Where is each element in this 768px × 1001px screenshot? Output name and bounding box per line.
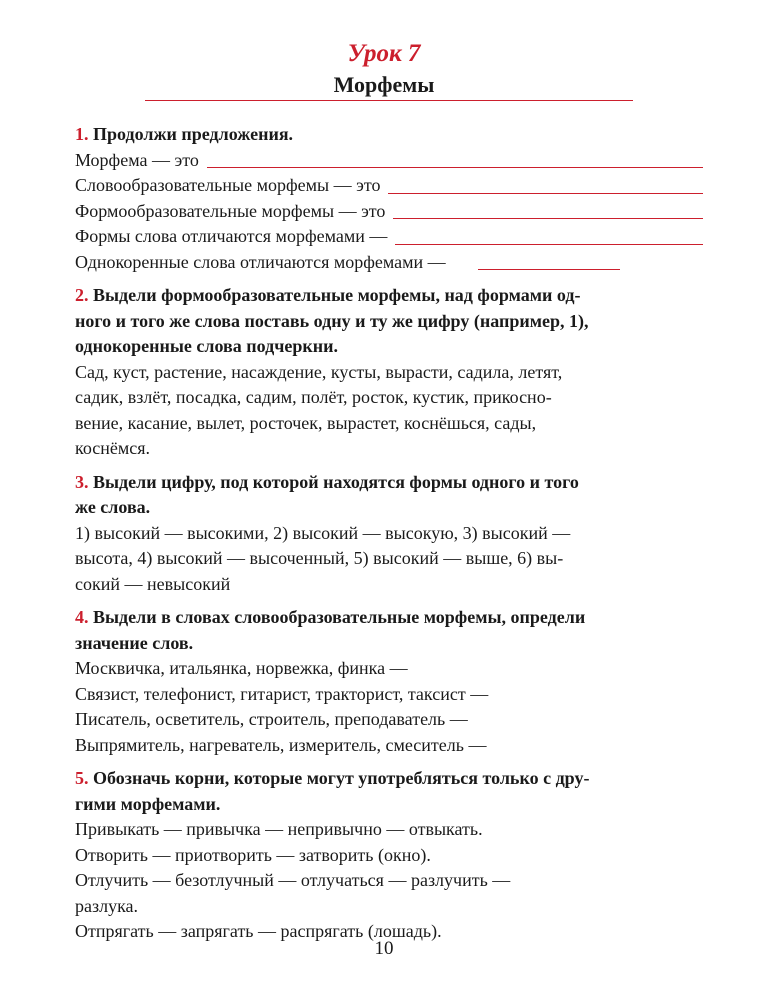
task-4-number: 4. [75,607,89,627]
task-5-heading [75,766,703,817]
task-3-heading [75,470,703,521]
exercise-text: Связист, телефонист, гитарист, тракторист, таксист — [75,683,489,704]
fill-line-text: Формы слова отличаются морфемами — [75,226,388,246]
exercise-text: Выпрямитель, нагреватель, измеритель, смеситель — [75,734,487,755]
fill-line [75,250,703,276]
exercise-text: 1) высокий — высокими, 2) высокий — высокую, 3) высокий — [75,522,571,543]
exercise-text: садик, взлёт, посадка, садим, полёт, росток, кустик, прикосно- [75,387,552,407]
page-number: 10 [374,938,394,959]
exercise-text: высота, 4) высокий — высоченный, 5) высокий — выше, 6) вы- [75,548,564,568]
exercise-text: коснёмся. [75,438,151,458]
task-4-instruction: значение слов. [75,632,194,653]
exercise-text: Отворить — приотворить — затворить (окно). [75,844,431,865]
task-5-instruction: Обозначь корни, которые могут употребляться только с дру- [93,768,590,788]
task-2-instruction: Выдели формообразовательные морфемы, над формами од- [93,285,581,305]
task-1 [75,122,703,275]
task-3-number: 3. [75,471,89,492]
task-4 [75,605,703,758]
title-divider [145,100,633,101]
answer-blank[interactable] [395,243,703,245]
task-2 [75,283,703,462]
task-4-instruction: Выдели в словах словообразовательные морфемы, определи [93,607,586,627]
task-2-number: 2. [75,285,89,305]
task-1-number: 1. [75,124,89,144]
answer-blank[interactable] [393,217,703,219]
task-5-instruction: гими морфемами. [75,793,221,814]
lesson-title: Морфемы [333,72,435,97]
content [75,122,703,953]
exercise-text: Сад, куст, растение, насаждение, кусты, вырасти, садила, летят, [75,361,563,382]
fill-line-text: Морфема — это [75,149,199,170]
task-2-heading [75,283,703,360]
task-1-instruction: Продолжи предложения. [93,124,294,144]
fill-line-text: Словообразовательные морфемы — это [75,175,381,195]
answer-blank[interactable] [478,268,620,270]
task-2-instruction: однокоренные слова подчеркни. [75,336,338,356]
task-2-instruction: ного и того же слова поставь одну и ту же цифру (например, 1), [75,310,589,331]
exercise-text: Отпрягать — запрягать — распрягать (лошадь). [75,921,442,941]
answer-blank[interactable] [207,166,703,168]
task-3-instruction: Выдели цифру, под которой находятся формы одного и того [93,471,579,492]
fill-line [75,224,703,250]
fill-line [75,148,703,174]
fill-line-text: Формообразовательные морфемы — это [75,200,386,221]
exercise-text: Писатель, осветитель, строитель, преподаватель — [75,709,468,729]
exercise-text: Отлучить — безотлучный — отлучаться — разлучить — [75,870,511,890]
answer-blank[interactable] [388,192,703,194]
task-4-heading [75,605,703,656]
lesson-number: Урок 7 [347,40,421,67]
task-5 [75,766,703,945]
task-3 [75,470,703,598]
task-5-number: 5. [75,768,89,788]
task-3-instruction: же слова. [75,497,151,517]
exercise-text: Москвичка, итальянка, норвежка, финка — [75,658,408,678]
exercise-text: сокий — невысокий [75,573,231,594]
fill-line [75,173,703,199]
exercise-text: вение, касание, вылет, росточек, вырастет, коснёшься, сады, [75,412,537,433]
fill-line [75,199,703,225]
fill-line-text: Однокоренные слова отличаются морфемами — [75,251,446,272]
exercise-text: разлука. [75,895,139,916]
exercise-text: Привыкать — привычка — непривычно — отвыкать. [75,819,483,839]
task-1-heading [75,122,703,148]
